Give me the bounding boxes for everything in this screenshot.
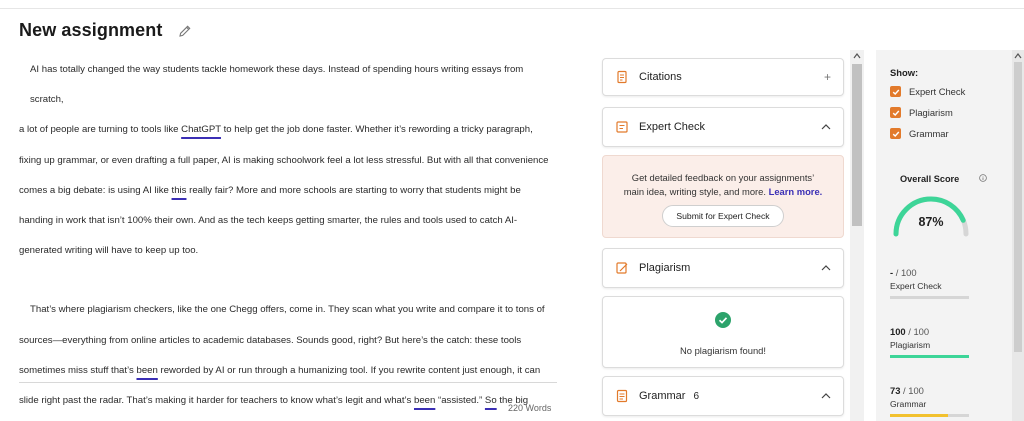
add-citation-button[interactable]: +	[823, 70, 831, 84]
essay-editor[interactable]	[19, 55, 559, 407]
chevron-up-icon[interactable]	[821, 393, 831, 399]
filter-expert-check[interactable]	[890, 86, 965, 97]
pencil-icon[interactable]	[178, 24, 192, 38]
top-divider	[0, 8, 1024, 9]
grammar-issue-count: 6	[693, 390, 700, 402]
flagged-word[interactable]: been	[413, 395, 436, 407]
filter-label: Expert Check	[909, 86, 966, 97]
flagged-word[interactable]: been	[136, 364, 158, 376]
plagiarism-card[interactable]	[602, 248, 844, 288]
check-circle-icon	[715, 312, 731, 328]
score-bar-fill	[890, 414, 948, 417]
expert-check-info	[602, 155, 844, 238]
score-expert-check	[890, 267, 970, 299]
learn-more-link[interactable]: Learn more.	[768, 186, 823, 197]
text-line: a lot of people are turning to tools like ChatGPT to help get the job done faster. Whether it’s rewording a tricky paragraph,	[19, 124, 533, 136]
plagiarism-result-text: No plagiarism found!	[680, 345, 766, 356]
score-value: -	[890, 267, 894, 278]
score-grammar	[890, 385, 970, 417]
citations-card[interactable]	[602, 58, 844, 96]
scroll-up-arrow-icon[interactable]	[1014, 53, 1022, 59]
score-max: / 100	[900, 385, 924, 396]
expert-check-label: Expert Check	[639, 121, 706, 133]
flagged-word[interactable]: So	[484, 395, 497, 407]
grammar-label: Grammar	[639, 390, 686, 402]
checkbox-checked-icon[interactable]	[890, 128, 901, 139]
citation-icon	[615, 70, 629, 84]
scrollbar-thumb[interactable]	[852, 64, 862, 226]
score-value: 100	[890, 326, 906, 337]
score-sidebar	[876, 50, 1024, 421]
text-line: handing in work that isn’t 100% their own. And as the tech keeps getting smarter, the rules and tools used to catch AI-	[19, 215, 518, 227]
page-header	[19, 20, 192, 41]
feedback-panel	[599, 0, 849, 421]
score-value: 73	[890, 385, 901, 396]
overall-score-label: Overall Score	[900, 174, 960, 184]
paragraph-2	[19, 295, 559, 416]
flagged-word[interactable]: this	[171, 184, 187, 196]
score-bar	[890, 296, 969, 299]
score-bar	[890, 355, 969, 358]
score-max: / 100	[905, 326, 930, 337]
editor-divider	[19, 382, 557, 383]
filter-grammar[interactable]	[890, 128, 949, 139]
grammar-card[interactable]	[602, 376, 844, 416]
expert-check-description: Get detailed feedback on your assignments’ main idea, writing style, and more. Learn more.	[623, 172, 823, 197]
score-bar-fill	[890, 355, 969, 358]
plagiarism-label: Plagiarism	[639, 262, 691, 274]
expert-check-icon	[615, 120, 629, 134]
text-line: sources—everything from online articles to academic databases. Sounds good, right? But here’s the catch: these tools	[19, 334, 522, 346]
text-line: That’s where plagiarism checkers, like the one Chegg offers, come in. They scan what you write and compare it to tons of	[30, 304, 545, 316]
text-line: generated writing will have to keep up too.	[19, 245, 199, 257]
show-label: Show:	[890, 67, 919, 78]
chevron-up-icon[interactable]	[821, 124, 831, 130]
score-label: Expert Check	[890, 281, 942, 291]
text-line: comes a big debate: is using AI like this really fair? More and more schools are starting to worry that students might be	[19, 184, 521, 196]
filter-label: Grammar	[909, 128, 949, 139]
text-line: AI has totally changed the way students tackle homework these days. Instead of spending hours writing essays from scratch,	[30, 64, 524, 106]
checkbox-checked-icon[interactable]	[890, 86, 901, 97]
sidebar-scrollbar[interactable]	[1012, 50, 1024, 421]
checkbox-checked-icon[interactable]	[890, 107, 901, 118]
citations-label: Citations	[639, 71, 682, 83]
overall-score-value: 87%	[918, 215, 944, 229]
score-label: Plagiarism	[890, 340, 931, 350]
text-line: sometimes miss stuff that’s been reworded by AI or run through a humanizing tool. If you rewrite content just enough, it can	[19, 364, 541, 376]
score-plagiarism	[890, 326, 970, 358]
info-icon[interactable]	[979, 174, 987, 182]
filter-plagiarism[interactable]	[890, 107, 953, 118]
score-max: / 100	[893, 267, 917, 278]
grammar-icon	[615, 389, 629, 403]
text-line: fixing up grammar, or even drafting a full paper, AI is making schoolwork feel a lot less stressful. But with all that convenience	[19, 154, 549, 166]
text-line: slide right past the radar. That’s making it harder for teachers to know what’s legit and what’s been “assisted.” So the big	[19, 395, 529, 407]
scrollbar-thumb[interactable]	[1014, 62, 1022, 352]
paragraph-1	[19, 55, 559, 266]
submit-expert-check-button[interactable]: Submit for Expert Check	[662, 205, 783, 227]
filter-label: Plagiarism	[909, 107, 953, 118]
score-label: Grammar	[890, 399, 927, 409]
score-bar	[890, 414, 969, 417]
expert-check-card[interactable]	[602, 107, 844, 147]
scroll-up-arrow-icon[interactable]	[853, 53, 861, 59]
plagiarism-icon	[615, 261, 629, 275]
plagiarism-result	[602, 296, 844, 368]
flagged-word[interactable]: ChatGPT	[181, 124, 221, 136]
page-title: New assignment	[19, 20, 163, 40]
word-count: 220 Words	[508, 403, 552, 413]
feedback-scrollbar[interactable]	[850, 50, 864, 421]
chevron-up-icon[interactable]	[821, 265, 831, 271]
